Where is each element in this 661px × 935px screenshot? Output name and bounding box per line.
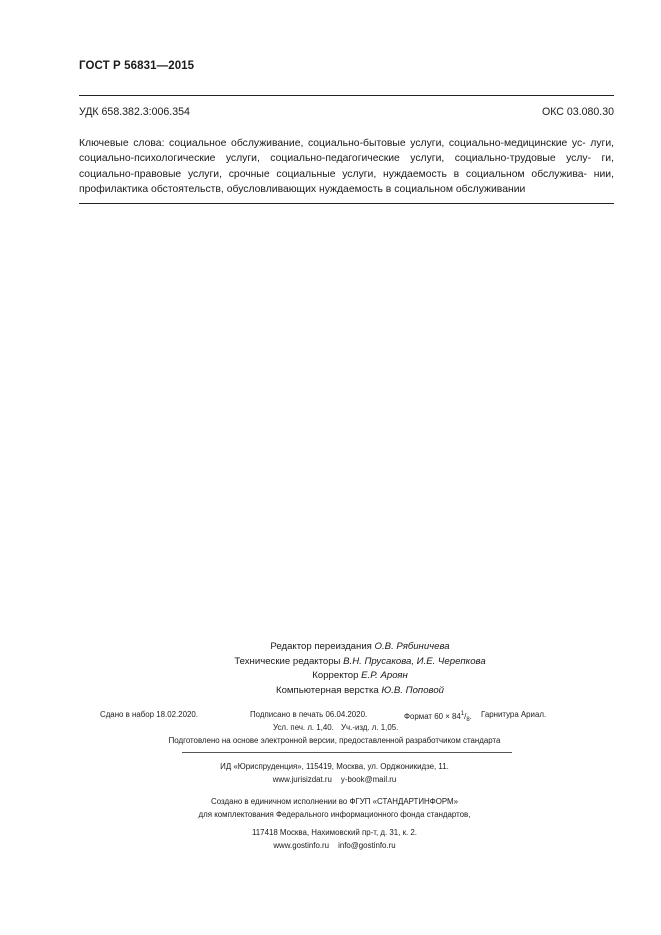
- publisher-id: ИД «Юриспруденция», 115419, Москва, ул. Орджоникидзе, 11.: [220, 762, 449, 771]
- keywords-line: Ключевые слова: социальное обслуживание, социально-бытовые услуги, социально-медицинские ус-: [79, 138, 586, 149]
- standartinform-site: www.gostinfo.ru: [273, 840, 330, 850]
- print-sheets: Усл. печ. л. 1,40.: [273, 723, 334, 732]
- publisher-sheets: Уч.-изд. л. 1,05.: [341, 723, 399, 732]
- publisher-block: [0, 761, 661, 852]
- created-line: Создано в единичном исполнении во ФГУП «СТАНДАРТИНФОРМ»: [211, 797, 458, 806]
- credit-editor: Редактор переиздания О.В. Рябиничева: [270, 641, 450, 652]
- keywords-paragraph: [79, 136, 614, 197]
- credits-block: [150, 640, 570, 698]
- udk-code: УДК 658.382.3:006.354: [79, 106, 190, 118]
- credit-corrector: Корректор Е.Р. Ароян: [312, 670, 408, 681]
- keywords-line: нии, профилактика обстоятельств, обусловливающих нуждаемость в социальном обслуживании: [79, 168, 614, 195]
- oks-code: ОКС 03.080.30: [541, 106, 614, 118]
- publisher-email: y-book@mail.ru: [340, 774, 397, 784]
- paper-format: Формат $60 \times 84^1/_8$.: [404, 711, 472, 723]
- publisher-contacts: [8, 774, 661, 787]
- standartinform-email: info@gostinfo.ru: [338, 840, 396, 850]
- standartinform-address: 117418 Москва, Нахимовский пр-т, д. 31, к. 2.: [251, 828, 417, 837]
- standard-id: ГОСТ Р 56831—2015: [79, 60, 195, 72]
- publisher-site: www.jurisizdat.ru: [272, 774, 332, 784]
- credit-layout: Компьютерная верстка Ю.В. Поповой: [276, 684, 444, 696]
- prepared-note: Подготовлено на основе электронной версии, предоставленной разработчиком стандарта: [168, 736, 501, 745]
- credit-tech-editors: Технические редакторы В.Н. Прусакова, И.Е. Черепкова: [234, 655, 486, 667]
- created-line: для комплектования Федерального информационного фонда стандартов,: [198, 809, 471, 819]
- standartinform-contacts: [8, 840, 661, 853]
- typeface: Гарнитура Ариал.: [481, 710, 547, 719]
- bottom-rule: [79, 203, 614, 204]
- signed-date: Подписано в печать 06.04.2020.: [250, 710, 368, 719]
- keywords-line: ги, социально-правовые услуги, срочные социальные услуги, нуждаемость в социальном обслужива-: [79, 153, 614, 180]
- publisher-rule: [182, 752, 512, 753]
- keywords-line: луги, социально-психологические услуги, социально-педагогические услуги, социально-трудовые услу-: [79, 138, 615, 165]
- submitted-date: Сдано в набор 18.02.2020.: [100, 710, 198, 719]
- top-rule: [79, 95, 614, 96]
